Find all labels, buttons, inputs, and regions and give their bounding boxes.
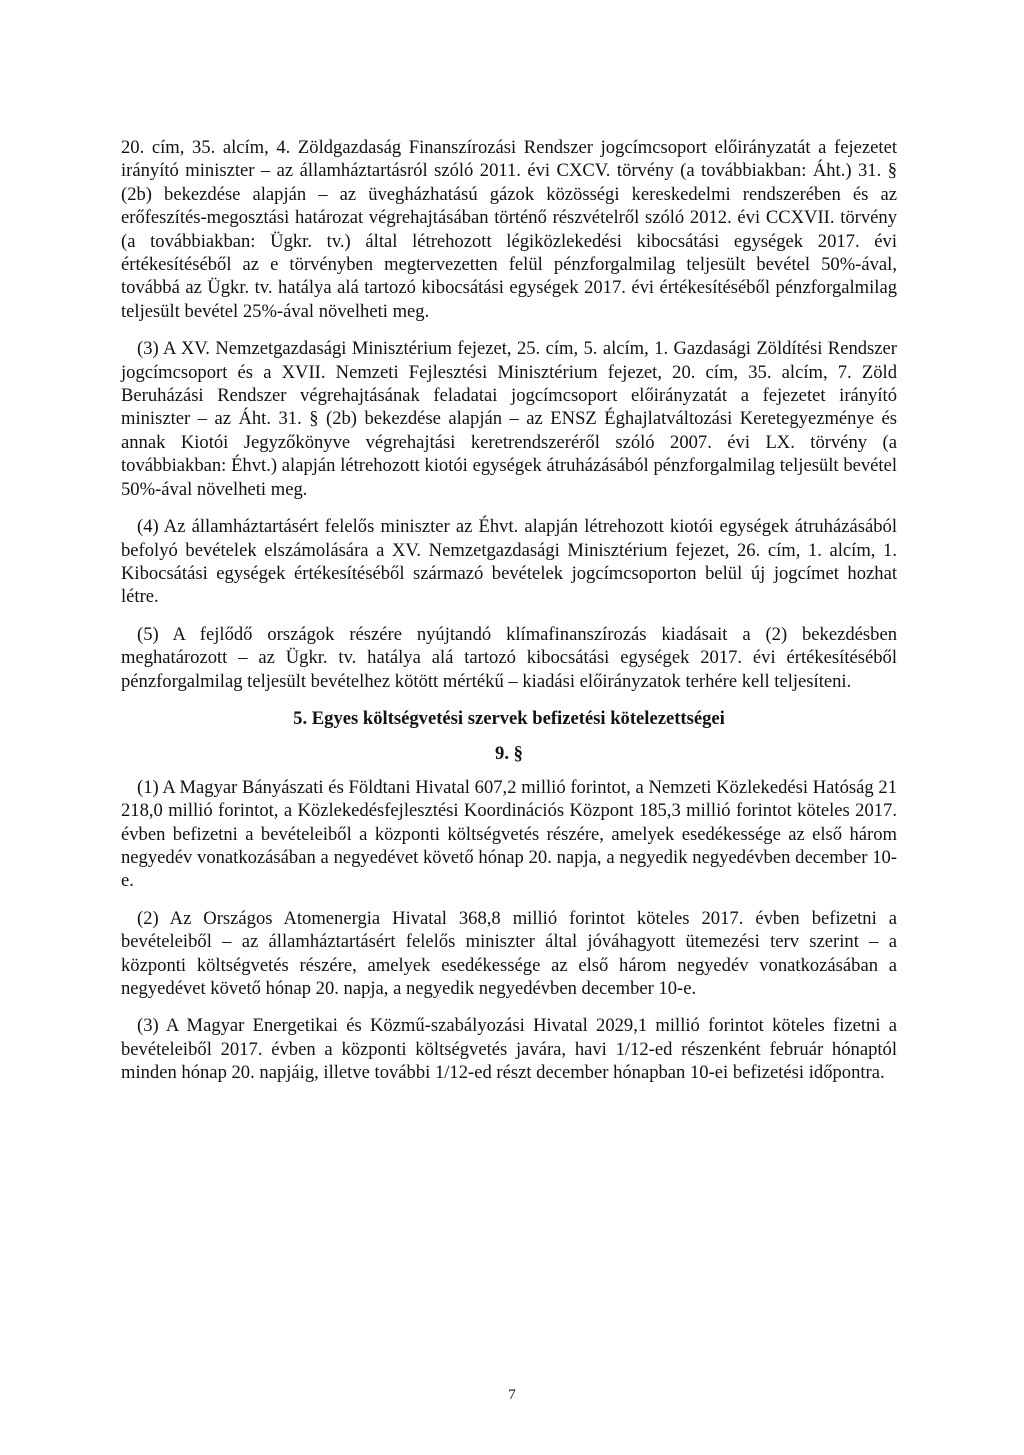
paragraph-4: (4) Az államháztartásért felelős miniszter az Éhvt. alapján létrehozott kiotói egységek átruházásából befolyó bevételek elszámolására a XV. Nemzetgazdasági Minisztérium fejezet, 26. cím, 1. alcím, 1. Kibocsátási egységek értékesítéséből származó bevételek jogcímcsoporton belül új jogcímet hozhat létre. [121, 516, 897, 608]
paragraph-3: (3) A XV. Nemzetgazdasági Minisztérium fejezet, 25. cím, 5. alcím, 1. Gazdasági Zöldítési Rendszer jogcímcsoport és a XVII. Nemzeti Fejlesztési Minisztérium fejezet, 20. cím, 35. alcím, 7. Zöld Beruházási Rendszer végrehajtásának feladatai jogcímcsoport előirányzatát a fejezetet irányító miniszter – az Áht. 31. § (2b) bekezdése alapján – az ENSZ Éghajlatváltozási Keretegyezménye és annak Kiotói Jegyzőkönyve végrehajtási keretrendszeréről szóló 2007. évi LX. törvény (a továbbiakban: Éhvt.) alapján létrehozott kiotói egységek átruházásából pénzforgalmilag teljesült bevétel 50%-ával növelheti meg. [121, 338, 897, 500]
paragraph-5: (5) A fejlődő országok részére nyújtandó klímafinanszírozás kiadásait a (2) bekezdésben meghatározott – az Ügkr. tv. hatálya alá tartozó kibocsátási egységek 2017. évi értékesítéséből pénzforgalmilag teljesült bevételhez kötött mértékű – kiadási előirányzatok terhére kell teljesíteni. [121, 623, 897, 692]
section-number: 9. § [495, 743, 523, 765]
paragraph-9-3: (3) A Magyar Energetikai és Közmű-szabályozási Hivatal 2029,1 millió forintot köteles fizetni a bevételeiből 2017. évben a központi költségvetés javára, havi 1/12-ed részenként február hónaptól minden hónap 20. napjáig, illetve további 1/12-ed részt december hónapban 10-ei befizetési időpontra. [121, 1015, 897, 1084]
paragraph-9-2: (2) Az Országos Atomenergia Hivatal 368,8 millió forintot köteles 2017. évben befizetni a bevételeiből – az államháztartásért felelős miniszter által jóváhagyott ütemezési terv szerint – a központi költségvetés részére, amelyek esedékessége az első három negyedév vonatkozásában a negyedévet követő hónap 20. napja, a negyedik negyedévben december 10-e. [121, 907, 897, 999]
document-page [121, 136, 897, 1099]
section-heading: 5. Egyes költségvetési szervek befizetési kötelezettségei [293, 707, 725, 729]
paragraph-continuation: 20. cím, 35. alcím, 4. Zöldgazdaság Finanszírozási Rendszer jogcímcsoport előirányzatát a fejezetet irányító miniszter – az államháztartásról szóló 2011. évi CXCV. törvény (a továbbiakban: Áht.) 31. § (2b) bekezdése alapján – az üvegházhatású gázok közösségi kereskedelmi rendszerében és az erőfeszítés-megosztási határozat végrehajtásában történő részvételről szóló 2012. évi CCXVII. törvény (a továbbiakban: Ügkr. tv.) által létrehozott légiközlekedési kibocsátási egységek 2017. évi értékesítéséből az e törvényben megtervezetten felül pénzforgalmilag teljesült bevétel 50%-ával, továbbá az Ügkr. tv. hatálya alá tartozó kibocsátási egységek 2017. évi értékesítéséből pénzforgalmilag teljesült bevétel 25%-ával növelheti meg. [121, 137, 897, 322]
page-number: 7 [508, 1387, 516, 1403]
paragraph-9-1: (1) A Magyar Bányászati és Földtani Hivatal 607,2 millió forintot, a Nemzeti Közlekedési Hatóság 21 218,0 millió forintot, a Közlekedésfejlesztési Koordinációs Központ 185,3 millió forintot köteles 2017. évben befizetni a bevételeiből a központi költségvetés részére, amelyek esedékessége az első három negyedév vonatkozásában a negyedévet követő hónap 20. napja, a negyedik negyedévben december 10-e. [121, 776, 897, 892]
